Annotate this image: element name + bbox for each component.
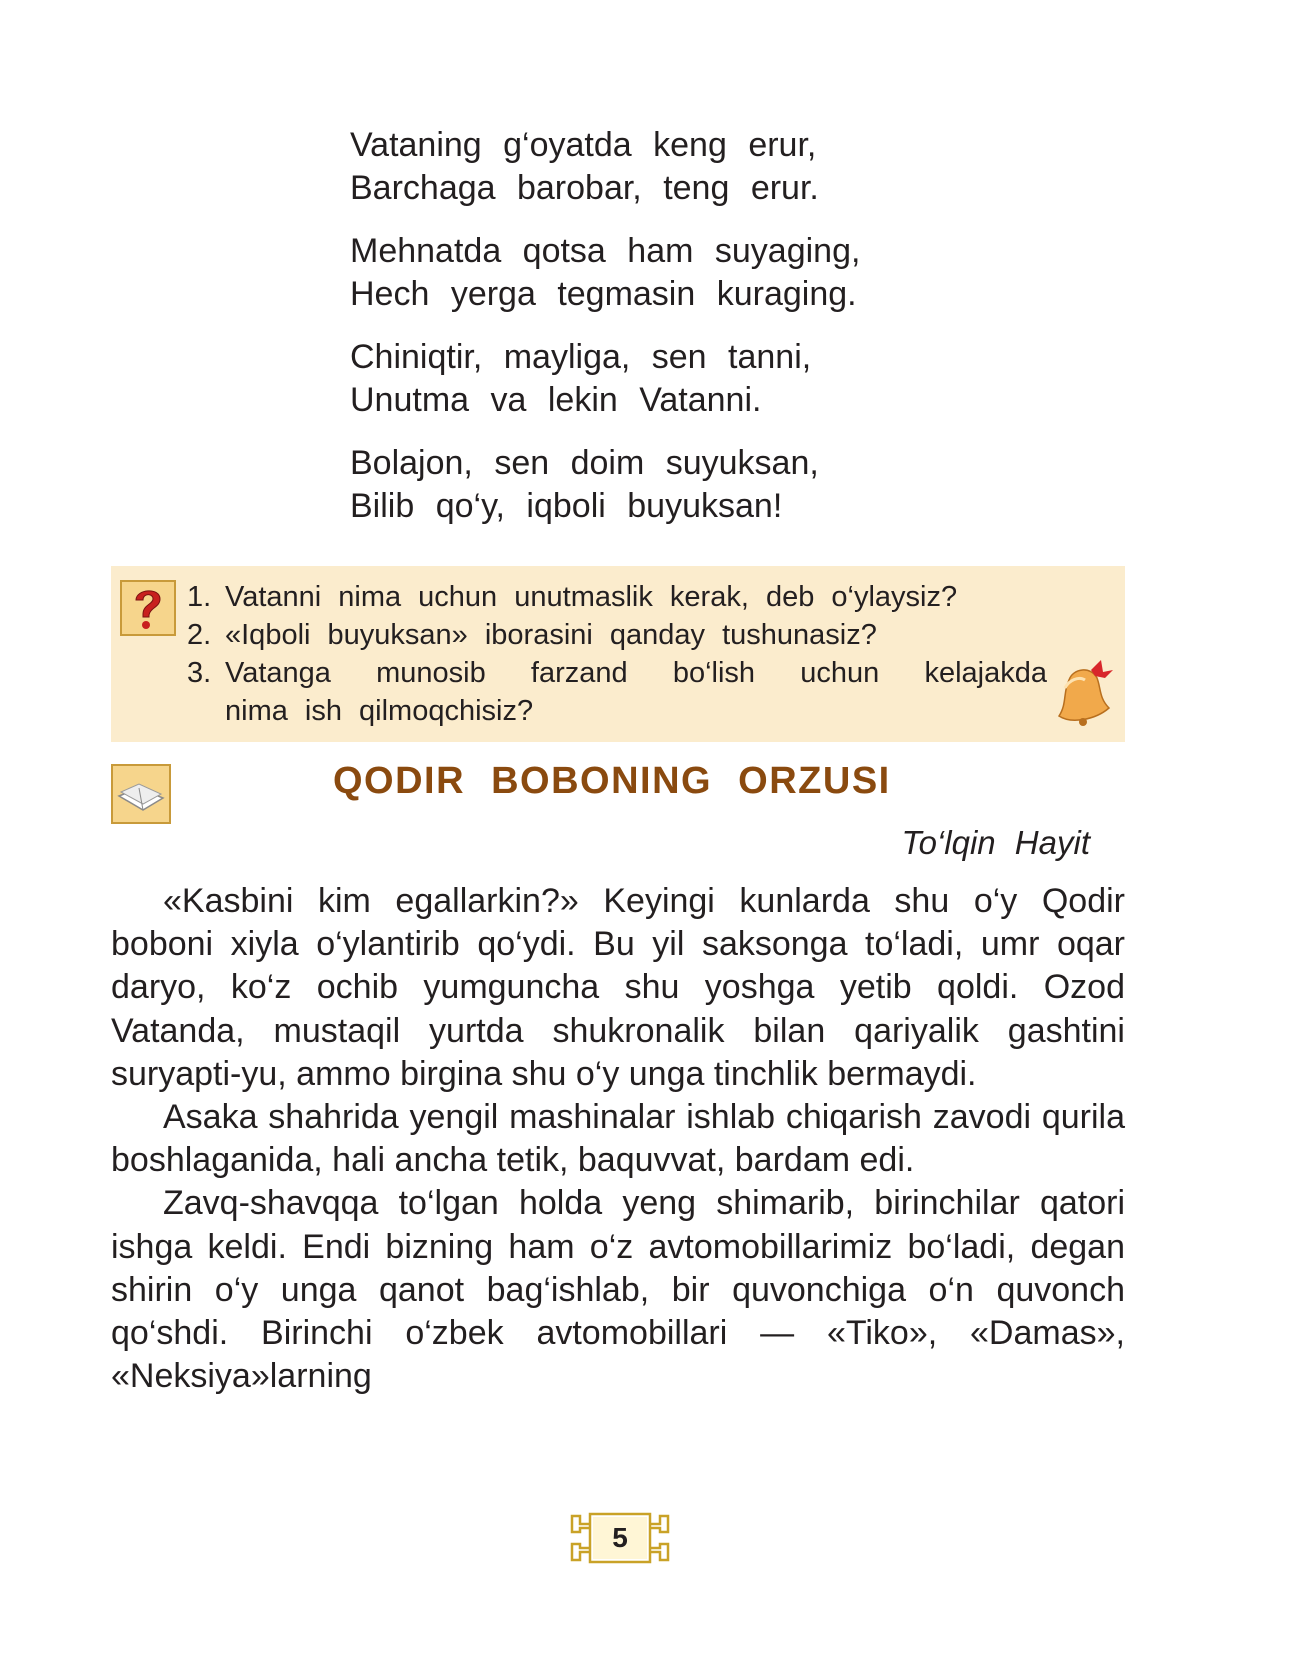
poem-stanza-1 (350, 124, 860, 210)
poem-line: Barchaga barobar, teng erur. (350, 169, 819, 207)
question-item (187, 654, 1047, 692)
questions-list (187, 578, 1047, 730)
poem-line: Vataning g‘oyatda keng erur, (350, 126, 817, 164)
poem-line: Mehnatda qotsa ham suyaging, (350, 232, 861, 270)
open-book-icon (111, 764, 171, 824)
bell-icon (1051, 658, 1117, 728)
question-text: Vatanni nima uchun unutmaslik kerak, deb o‘ylaysiz? (225, 581, 958, 613)
question-text: Vatanga munosib farzand bo‘lish uchun kelajakda (225, 657, 1047, 689)
story-body (111, 880, 1125, 1398)
poem-stanza-4 (350, 442, 860, 528)
story-title: QODIR BOBONING ORZUSI (333, 760, 891, 802)
story-author: To‘lqin Hayit (901, 824, 1090, 861)
poem (350, 124, 860, 548)
poem-line: Bilib qo‘y, iqboli buyuksan! (350, 487, 783, 525)
poem-stanza-2 (350, 230, 860, 316)
story-paragraph: Asaka shahrida yengil mashinalar ishlab chiqarish zavodi qurila boshlaganida, hali ancha tetik, baquvvat, bardam edi. (111, 1098, 1125, 1180)
question-number: 1. (187, 581, 212, 613)
poem-line: Bolajon, sen doim suyuksan, (350, 444, 819, 482)
question-number: 3. (187, 657, 212, 689)
story-paragraph: Zavq-shavqqa to‘lgan holda yeng shimarib, birinchilar qatori ishga keldi. Endi bizning ham o‘z avtomobillarimiz bo‘ladi, degan shirin o‘y unga qanot bag‘ishlab, bir quvonchiga o‘n quvonch qo‘shdi. Birinchi o‘zbek avtomobillari — «Tiko», «Damas», «Neksiya»larning (111, 1184, 1125, 1396)
poem-line: Unutma va lekin Vatanni. (350, 381, 762, 419)
poem-line: Chiniqtir, mayliga, sen tanni, (350, 338, 812, 376)
page-number: 5 (612, 1522, 628, 1553)
question-item (187, 578, 1047, 616)
page-number-badge (568, 1510, 672, 1566)
question-text-continued: nima ish qilmoqchisiz? (225, 695, 534, 727)
question-text: «Iqboli buyuksan» iborasini qanday tushunasiz? (225, 619, 877, 651)
question-mark-icon (120, 580, 176, 636)
poem-stanza-3 (350, 336, 860, 422)
question-item (187, 692, 1047, 730)
questions-panel (111, 566, 1125, 742)
question-item (187, 616, 1047, 654)
story-paragraph: «Kasbini kim egallarkin?» Keyingi kunlarda shu o‘y Qodir boboni xiyla o‘ylantirib qo‘ydi. Bu yil saksonga to‘ladi, umr oqar daryo, ko‘z ochib yumguncha shu yoshga yetib qoldi. Ozod Vatanda, mustaqil yurtda shukronalik bilan qariyalik gashtini suryapti-yu, ammo birgina shu o‘y unga tinchlik bermaydi. (111, 882, 1125, 1093)
question-number: 2. (187, 619, 212, 651)
poem-line: Hech yerga tegmasin kuraging. (350, 275, 857, 313)
